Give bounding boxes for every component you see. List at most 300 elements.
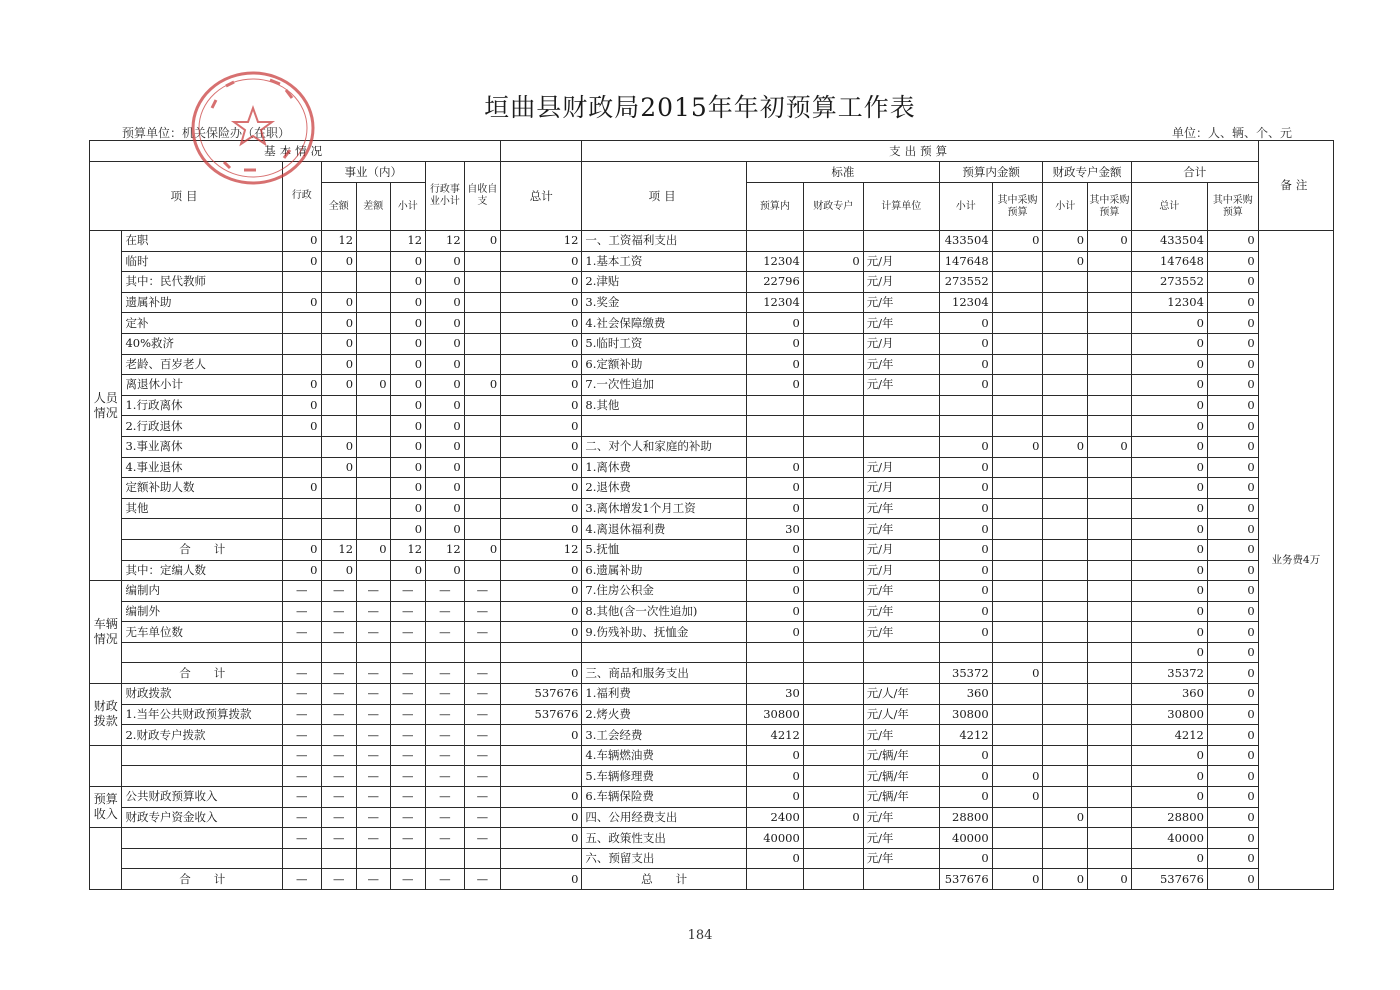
cell-shiye-subtotal: 0	[390, 560, 426, 581]
cell-shiye-subtotal: 0	[390, 416, 426, 437]
cell-in-budget-subtotal: 12304	[939, 292, 992, 313]
cell-xz-sy-subtotal: —	[426, 869, 465, 890]
cell-grand-total: 0	[1131, 313, 1207, 334]
cell-special-procure	[1088, 395, 1132, 416]
cell-special-procure	[1088, 848, 1132, 869]
cell-special-account: 0	[803, 251, 863, 272]
cell-special-account	[803, 663, 863, 684]
cell-diff	[357, 560, 391, 581]
cell-expenditure-item: 4.社会保障缴费	[582, 313, 747, 334]
cell-self-funded	[464, 436, 501, 457]
cell-shiye-subtotal: 0	[390, 478, 426, 499]
cell-in-budget-procure	[992, 251, 1043, 272]
cell-in-budget-subtotal: 0	[939, 787, 992, 808]
cell-special-account	[803, 560, 863, 581]
cell-grand-total: 0	[1131, 498, 1207, 519]
cell-grand-total: 0	[1131, 601, 1207, 622]
cell-total-procure: 0	[1207, 848, 1258, 869]
cell-left-item: 2.财政专户拨款	[122, 725, 282, 746]
cell-diff: 0	[357, 375, 391, 396]
cell-special-subtotal	[1043, 354, 1088, 375]
cell-special-procure	[1088, 272, 1132, 293]
special-procure-header: 其中采购预算	[1088, 183, 1132, 231]
cell-in-budget-procure	[992, 272, 1043, 293]
cell-in-budget: 0	[746, 766, 803, 787]
cell-xz-sy-subtotal: —	[426, 807, 465, 828]
cell-calc-unit: 元/人/年	[863, 684, 939, 705]
cell-special-procure	[1088, 539, 1132, 560]
cell-in-budget: 0	[746, 601, 803, 622]
cell-calc-unit: 元/月	[863, 478, 939, 499]
cell-special-account	[803, 457, 863, 478]
cell-special-procure	[1088, 457, 1132, 478]
cell-special-procure	[1088, 375, 1132, 396]
cell-special-procure: 0	[1088, 436, 1132, 457]
cell-special-account	[803, 828, 863, 849]
cell-calc-unit: 元/年	[863, 725, 939, 746]
cell-calc-unit: 元/月	[863, 272, 939, 293]
cell-full: —	[321, 807, 357, 828]
cell-special-procure	[1088, 333, 1132, 354]
cell-left-item: 其中：民代教师	[122, 272, 282, 293]
cell-full: 0	[321, 457, 357, 478]
cell-special-account	[803, 601, 863, 622]
cell-special-account	[803, 478, 863, 499]
cell-grand-total: 0	[1131, 416, 1207, 437]
cell-diff: —	[357, 787, 391, 808]
cell-full: —	[321, 869, 357, 890]
cell-left-item: 在职	[122, 231, 282, 252]
cell-shiye-subtotal: 0	[390, 375, 426, 396]
cell-total-procure: 0	[1207, 684, 1258, 705]
calc-unit-header: 计算单位	[863, 183, 939, 231]
full-funding-header: 全额	[321, 183, 357, 231]
cell-xz-sy-subtotal: 0	[426, 478, 465, 499]
cell-shiye-subtotal: —	[390, 704, 426, 725]
cell-in-budget-subtotal: 35372	[939, 663, 992, 684]
cell-special-subtotal	[1043, 560, 1088, 581]
cell-total-procure: 0	[1207, 333, 1258, 354]
cell-total-procure: 0	[1207, 375, 1258, 396]
cell-left-item: 老龄、百岁老人	[122, 354, 282, 375]
table-row	[90, 436, 1334, 457]
cell-special-procure	[1088, 560, 1132, 581]
cell-total: 0	[501, 354, 582, 375]
cell-in-budget-subtotal: 0	[939, 354, 992, 375]
expenditure-header: 支出预算	[582, 141, 1258, 162]
cell-in-budget-procure: 0	[992, 766, 1043, 787]
cell-left-item: 财政专户资金收入	[122, 807, 282, 828]
cell-expenditure-item: 1.福利费	[582, 684, 747, 705]
cell-xz-sy-subtotal: 12	[426, 231, 465, 252]
grand-total-header: 总计	[1131, 183, 1207, 231]
special-account-amount-header: 财政专户金额	[1043, 162, 1131, 183]
cell-in-budget-subtotal	[939, 642, 992, 663]
budget-table-body	[90, 231, 1334, 890]
cell-xingzheng: —	[282, 663, 321, 684]
cell-expenditure-item: 2.退休费	[582, 478, 747, 499]
cell-special-procure	[1088, 807, 1132, 828]
cell-calc-unit	[863, 663, 939, 684]
cell-grand-total: 0	[1131, 848, 1207, 869]
cell-shiye-subtotal: 0	[390, 354, 426, 375]
cell-shiye-subtotal: —	[390, 828, 426, 849]
cell-shiye-subtotal: 0	[390, 395, 426, 416]
cell-xingzheng: —	[282, 745, 321, 766]
cell-shiye-subtotal: —	[390, 581, 426, 602]
cell-xingzheng: —	[282, 704, 321, 725]
cell-self-funded	[464, 498, 501, 519]
cell-expenditure-item: 4.车辆燃油费	[582, 745, 747, 766]
cell-calc-unit	[863, 869, 939, 890]
cell-full: 0	[321, 251, 357, 272]
expenditure-item-header: 项目	[582, 162, 747, 231]
cell-self-funded	[464, 313, 501, 334]
cell-xingzheng: —	[282, 828, 321, 849]
cell-left-item: 无车单位数	[122, 622, 282, 643]
cell-expenditure-item: 8.其他	[582, 395, 747, 416]
shiye-header: 事业（内）	[321, 162, 426, 183]
cell-xz-sy-subtotal: —	[426, 745, 465, 766]
cell-total-procure: 0	[1207, 704, 1258, 725]
cell-special-subtotal	[1043, 642, 1088, 663]
cell-xz-sy-subtotal	[426, 848, 465, 869]
cell-in-budget	[746, 869, 803, 890]
cell-expenditure-item: 一、工资福利支出	[582, 231, 747, 252]
cell-xingzheng: 0	[282, 251, 321, 272]
cell-in-budget: 0	[746, 498, 803, 519]
cell-in-budget-procure	[992, 807, 1043, 828]
cell-self-funded: 0	[464, 231, 501, 252]
cell-shiye-subtotal: 12	[390, 539, 426, 560]
cell-special-account	[803, 745, 863, 766]
cell-diff	[357, 457, 391, 478]
cell-in-budget-procure: 0	[992, 231, 1043, 252]
cell-xingzheng	[282, 436, 321, 457]
cell-in-budget: 0	[746, 478, 803, 499]
cell-calc-unit: 元/人/年	[863, 704, 939, 725]
cell-in-budget-procure: 0	[992, 869, 1043, 890]
cell-self-funded	[464, 642, 501, 663]
cell-xingzheng: 0	[282, 395, 321, 416]
currency-unit-label: 单位：人、辆、个、元	[1171, 126, 1292, 140]
cell-left-item: 40%救济	[122, 333, 282, 354]
cell-in-budget-subtotal: 0	[939, 519, 992, 540]
section-label-empty	[90, 828, 122, 890]
cell-xz-sy-subtotal: 0	[426, 395, 465, 416]
cell-special-account	[803, 272, 863, 293]
cell-expenditure-item: 三、商品和服务支出	[582, 663, 747, 684]
cell-left-item: 4.事业退休	[122, 457, 282, 478]
cell-calc-unit	[863, 416, 939, 437]
cell-full: 0	[321, 333, 357, 354]
cell-total	[501, 848, 582, 869]
cell-calc-unit: 元/月	[863, 560, 939, 581]
cell-self-funded: —	[464, 684, 501, 705]
cell-in-budget: 0	[746, 622, 803, 643]
cell-left-item: 1.行政离休	[122, 395, 282, 416]
cell-special-procure	[1088, 478, 1132, 499]
cell-xz-sy-subtotal: 0	[426, 457, 465, 478]
cell-in-budget-subtotal: 0	[939, 333, 992, 354]
cell-total: 0	[501, 828, 582, 849]
cell-total: 12	[501, 539, 582, 560]
cell-grand-total: 0	[1131, 436, 1207, 457]
cell-special-account	[803, 869, 863, 890]
cell-in-budget-subtotal: 0	[939, 436, 992, 457]
cell-special-subtotal	[1043, 581, 1088, 602]
cell-total-procure: 0	[1207, 642, 1258, 663]
cell-grand-total: 147648	[1131, 251, 1207, 272]
cell-grand-total: 273552	[1131, 272, 1207, 293]
cell-self-funded: —	[464, 869, 501, 890]
cell-special-procure	[1088, 601, 1132, 622]
cell-shiye-subtotal: 0	[390, 436, 426, 457]
cell-in-budget-procure	[992, 333, 1043, 354]
cell-grand-total: 28800	[1131, 807, 1207, 828]
cell-left-item: 财政拨款	[122, 684, 282, 705]
cell-calc-unit	[863, 395, 939, 416]
cell-total: 0	[501, 869, 582, 890]
cell-self-funded: —	[464, 663, 501, 684]
cell-special-subtotal	[1043, 375, 1088, 396]
cell-calc-unit: 元/年	[863, 354, 939, 375]
cell-full: 0	[321, 560, 357, 581]
cell-self-funded: 0	[464, 539, 501, 560]
cell-left-item: 3.事业离休	[122, 436, 282, 457]
table-row	[90, 333, 1334, 354]
cell-total: 0	[501, 313, 582, 334]
cell-in-budget-subtotal	[939, 416, 992, 437]
table-row	[90, 313, 1334, 334]
cell-shiye-subtotal: —	[390, 622, 426, 643]
cell-shiye-subtotal: 0	[390, 498, 426, 519]
cell-xz-sy-subtotal: 0	[426, 436, 465, 457]
table-row	[90, 869, 1334, 890]
cell-special-subtotal	[1043, 787, 1088, 808]
cell-special-procure	[1088, 745, 1132, 766]
cell-left-item	[122, 745, 282, 766]
cell-diff	[357, 848, 391, 869]
cell-special-account	[803, 436, 863, 457]
cell-full: 0	[321, 375, 357, 396]
cell-total	[501, 745, 582, 766]
cell-xz-sy-subtotal: —	[426, 581, 465, 602]
cell-in-budget-subtotal: 433504	[939, 231, 992, 252]
basic-info-header: 基本情况	[90, 141, 501, 162]
cell-self-funded	[464, 395, 501, 416]
cell-self-funded	[464, 519, 501, 540]
cell-special-account	[803, 292, 863, 313]
table-row	[90, 539, 1334, 560]
cell-self-funded	[464, 560, 501, 581]
cell-xz-sy-subtotal: —	[426, 725, 465, 746]
cell-total	[501, 642, 582, 663]
cell-special-account	[803, 333, 863, 354]
cell-special-procure	[1088, 684, 1132, 705]
cell-xz-sy-subtotal: —	[426, 684, 465, 705]
cell-left-item: 遗属补助	[122, 292, 282, 313]
cell-in-budget-subtotal: 0	[939, 560, 992, 581]
cell-grand-total: 0	[1131, 745, 1207, 766]
cell-xingzheng	[282, 498, 321, 519]
cell-in-budget-procure	[992, 725, 1043, 746]
cell-special-subtotal	[1043, 498, 1088, 519]
page-number: 184	[687, 928, 713, 943]
cell-in-budget-subtotal: 147648	[939, 251, 992, 272]
cell-in-budget: 0	[746, 313, 803, 334]
cell-total: 0	[501, 663, 582, 684]
cell-grand-total: 0	[1131, 375, 1207, 396]
cell-total-procure: 0	[1207, 539, 1258, 560]
cell-left-item: 定额补助人数	[122, 478, 282, 499]
cell-in-budget	[746, 436, 803, 457]
cell-calc-unit: 元/月	[863, 539, 939, 560]
remarks-header: 备注	[1258, 141, 1333, 231]
cell-xz-sy-subtotal: —	[426, 704, 465, 725]
cell-xingzheng	[282, 313, 321, 334]
cell-special-subtotal	[1043, 333, 1088, 354]
cell-expenditure-item: 5.抚恤	[582, 539, 747, 560]
cell-special-account	[803, 581, 863, 602]
cell-full: 0	[321, 436, 357, 457]
cell-in-budget-subtotal: 0	[939, 581, 992, 602]
table-row	[90, 375, 1334, 396]
cell-shiye-subtotal: —	[390, 787, 426, 808]
cell-xingzheng	[282, 457, 321, 478]
in-budget-header: 预算内	[746, 183, 803, 231]
cell-special-procure	[1088, 663, 1132, 684]
cell-special-subtotal	[1043, 457, 1088, 478]
cell-grand-total: 35372	[1131, 663, 1207, 684]
cell-in-budget-procure	[992, 519, 1043, 540]
cell-in-budget-procure	[992, 684, 1043, 705]
cell-special-subtotal	[1043, 704, 1088, 725]
cell-in-budget: 40000	[746, 828, 803, 849]
cell-self-funded	[464, 478, 501, 499]
cell-in-budget: 0	[746, 560, 803, 581]
cell-shiye-subtotal	[390, 642, 426, 663]
cell-in-budget: 0	[746, 745, 803, 766]
section-label-appropriation: 财政拨款	[90, 684, 122, 746]
cell-xz-sy-subtotal: 0	[426, 560, 465, 581]
cell-xingzheng	[282, 848, 321, 869]
cell-left-item: 合 计	[122, 869, 282, 890]
cell-total-procure: 0	[1207, 498, 1258, 519]
cell-special-account	[803, 313, 863, 334]
cell-in-budget-procure	[992, 395, 1043, 416]
cell-total: 0	[501, 333, 582, 354]
cell-total: 0	[501, 560, 582, 581]
cell-special-subtotal	[1043, 272, 1088, 293]
cell-shiye-subtotal: 0	[390, 457, 426, 478]
cell-special-subtotal	[1043, 766, 1088, 787]
cell-calc-unit: 元/年	[863, 313, 939, 334]
cell-in-budget-procure	[992, 457, 1043, 478]
cell-in-budget-procure	[992, 354, 1043, 375]
cell-total-procure: 0	[1207, 272, 1258, 293]
cell-total: 0	[501, 807, 582, 828]
cell-calc-unit: 元/年	[863, 807, 939, 828]
cell-total: 0	[501, 375, 582, 396]
cell-xingzheng	[282, 333, 321, 354]
cell-calc-unit: 元/月	[863, 457, 939, 478]
cell-diff	[357, 478, 391, 499]
cell-calc-unit: 元/年	[863, 519, 939, 540]
cell-total: 0	[501, 436, 582, 457]
cell-special-procure	[1088, 354, 1132, 375]
cell-special-procure	[1088, 416, 1132, 437]
cell-expenditure-item: 6.定额补助	[582, 354, 747, 375]
xz-sy-subtotal-header: 行政事业小计	[426, 162, 465, 231]
cell-special-procure	[1088, 251, 1132, 272]
cell-special-account: 0	[803, 807, 863, 828]
cell-left-item	[122, 766, 282, 787]
cell-expenditure-item: 2.烤火费	[582, 704, 747, 725]
cell-total-procure: 0	[1207, 416, 1258, 437]
cell-self-funded	[464, 354, 501, 375]
cell-self-funded: —	[464, 704, 501, 725]
cell-calc-unit: 元/月	[863, 251, 939, 272]
cell-special-procure	[1088, 642, 1132, 663]
cell-in-budget-procure	[992, 539, 1043, 560]
cell-expenditure-item: 3.离休增发1个月工资	[582, 498, 747, 519]
cell-diff: 0	[357, 539, 391, 560]
cell-xingzheng: —	[282, 581, 321, 602]
cell-shiye-subtotal: —	[390, 601, 426, 622]
cell-in-budget-subtotal: 360	[939, 684, 992, 705]
cell-self-funded	[464, 457, 501, 478]
cell-in-budget-subtotal: 28800	[939, 807, 992, 828]
page-title: 垣曲县财政局2015年年初预算工作表	[484, 93, 916, 122]
cell-xz-sy-subtotal: 0	[426, 333, 465, 354]
cell-in-budget-procure	[992, 601, 1043, 622]
cell-shiye-subtotal: 0	[390, 333, 426, 354]
cell-total: 12	[501, 231, 582, 252]
cell-in-budget: 0	[746, 457, 803, 478]
cell-total-procure: 0	[1207, 581, 1258, 602]
cell-special-procure	[1088, 313, 1132, 334]
cell-special-procure: 0	[1088, 869, 1132, 890]
cell-full: 0	[321, 354, 357, 375]
standard-header: 标准	[746, 162, 939, 183]
cell-in-budget-subtotal	[939, 395, 992, 416]
cell-full: —	[321, 828, 357, 849]
cell-in-budget: 0	[746, 333, 803, 354]
cell-expenditure-item: 1.基本工资	[582, 251, 747, 272]
cell-in-budget-procure	[992, 828, 1043, 849]
cell-in-budget-subtotal: 0	[939, 539, 992, 560]
cell-total-procure: 0	[1207, 457, 1258, 478]
cell-in-budget-subtotal: 0	[939, 766, 992, 787]
cell-grand-total: 0	[1131, 560, 1207, 581]
cell-full: —	[321, 766, 357, 787]
cell-special-subtotal: 0	[1043, 807, 1088, 828]
cell-left-item: 其中：定编人数	[122, 560, 282, 581]
cell-total-procure: 0	[1207, 292, 1258, 313]
cell-full	[321, 848, 357, 869]
cell-in-budget-procure	[992, 498, 1043, 519]
total-procure-header: 其中采购预算	[1207, 183, 1258, 231]
table-row	[90, 560, 1334, 581]
cell-total: 0	[501, 787, 582, 808]
cell-full	[321, 498, 357, 519]
cell-diff	[357, 395, 391, 416]
cell-xingzheng: 0	[282, 560, 321, 581]
cell-total-procure: 0	[1207, 251, 1258, 272]
cell-special-account	[803, 642, 863, 663]
cell-total-procure: 0	[1207, 869, 1258, 890]
